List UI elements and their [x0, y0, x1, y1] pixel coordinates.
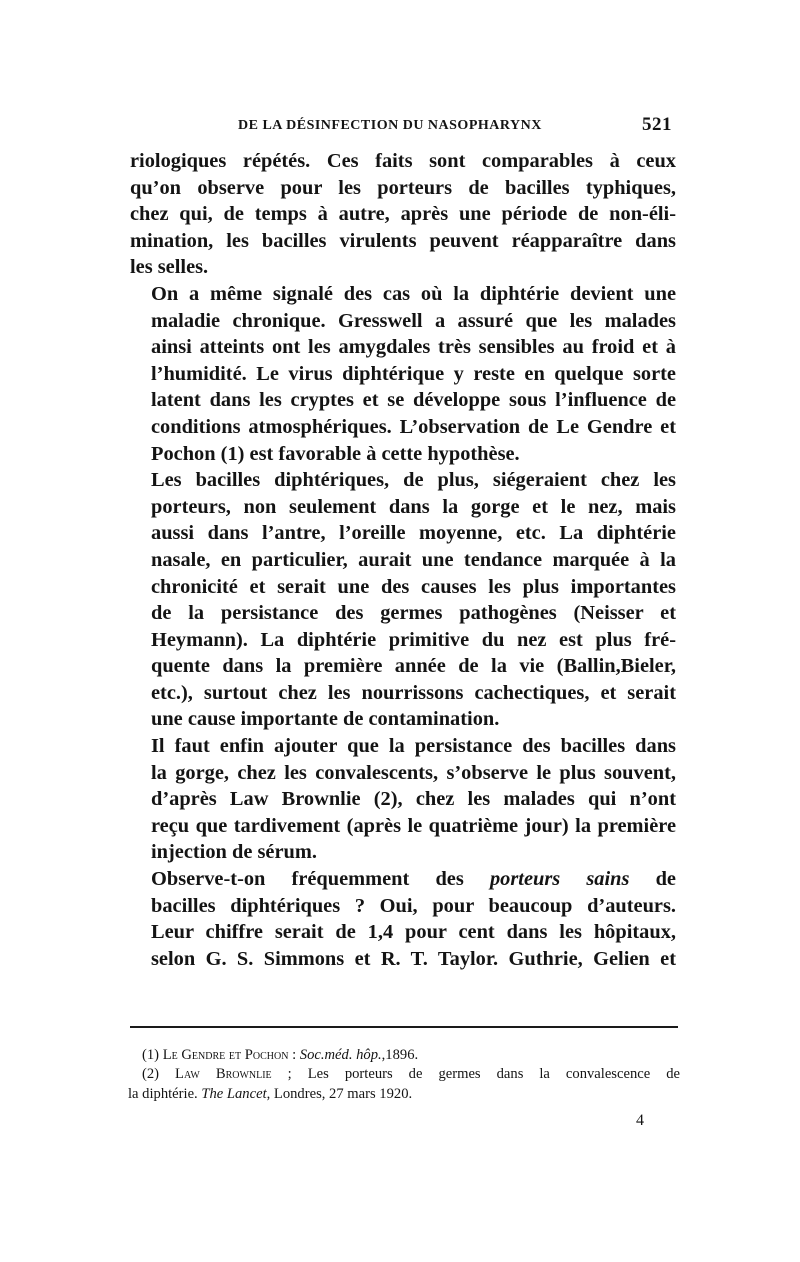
text-line: chronicité et serait une des causes les plus importantes: [151, 575, 676, 598]
text-line: Pochon (1) est favorable à cette hypothèse.: [151, 442, 520, 465]
footnote-text: , Londres, 27 mars 1920.: [266, 1085, 413, 1102]
signature-mark: 4: [636, 1112, 644, 1129]
footnote-number: (1): [142, 1047, 160, 1063]
text-line: les selles.: [130, 256, 209, 279]
text-line: bacilles diphtériques ? Oui, pour beaucoup d’auteurs.: [151, 894, 676, 917]
text-line: Heymann). La diphtérie primitive du nez est plus fré-: [151, 628, 676, 651]
text-line: aussi dans l’antre, l’oreille moyenne, etc. La diphtérie: [151, 522, 676, 545]
footnote-text: ; Les porteurs de germes dans la convalescence de: [271, 1066, 680, 1083]
text-line: la gorge, chez les convalescents, s’observe le plus souvent,: [151, 761, 676, 784]
text-line: selon G. S. Simmons et R. T. Taylor. Guthrie, Gelien et: [151, 947, 676, 970]
footnote-2-continued: [128, 1085, 680, 1104]
text-line: une cause importante de contamination.: [151, 708, 500, 731]
paragraph-2: [130, 281, 676, 467]
footnote-2: [128, 1065, 680, 1084]
text-line: conditions atmosphériques. L’observation de Le Gendre et: [151, 415, 676, 438]
paragraph-1: [130, 148, 676, 281]
footnote-separator: [130, 1026, 678, 1028]
footnote-year: ,1896.: [381, 1047, 419, 1063]
text-segment: Observe-t-on fréquemment des: [151, 868, 490, 891]
footnote-authors: Le Gendre et Pochon: [162, 1047, 289, 1063]
emphasis-porteurs-sains: porteurs sains: [489, 868, 630, 891]
body-text: [130, 148, 676, 972]
footnote-separator-text: :: [288, 1047, 300, 1063]
footnotes: [128, 1046, 680, 1104]
text-line: Leur chiffre serait de 1,4 pour cent dans les hôpitaux,: [151, 921, 676, 944]
footnote-journal: Soc.méd. hôp.: [299, 1047, 382, 1063]
text-line: de la persistance des germes pathogènes (Neisser et: [151, 602, 676, 625]
text-segment: de: [629, 868, 676, 891]
paragraph-5: [130, 866, 676, 972]
text-line: On a même signalé des cas où la diphtérie devient une: [151, 282, 676, 305]
footnote-text: la diphtérie.: [128, 1085, 202, 1102]
text-line: latent dans les cryptes et se développe sous l’influence de: [151, 389, 676, 412]
footnote-journal: The Lancet: [201, 1085, 267, 1102]
text-line: porteurs, non seulement dans la gorge et le nez, mais: [151, 495, 676, 518]
text-line: riologiques répétés. Ces faits sont comparables à ceux: [130, 150, 676, 172]
running-head: [130, 116, 672, 138]
text-line: mination, les bacilles virulents peuvent réapparaître dans: [130, 229, 676, 252]
running-head-title: DE LA DÉSINFECTION DU NASOPHARYNX: [238, 118, 542, 133]
text-line: [130, 866, 676, 893]
paragraph-4: [130, 733, 676, 866]
text-line: Il faut enfin ajouter que la persistance des bacilles dans: [151, 735, 676, 758]
page-number: 521: [642, 114, 672, 135]
paragraph-3: [130, 467, 676, 733]
text-line: chez qui, de temps à autre, après une période de non-éli-: [130, 203, 676, 226]
text-line: injection de sérum.: [151, 841, 317, 864]
footnote-author: Law Brownlie: [175, 1066, 272, 1083]
text-line: quente dans la première année de la vie (Ballin,Bieler,: [151, 655, 676, 678]
text-line: maladie chronique. Gresswell a assuré que les malades: [151, 309, 676, 332]
text-line: ainsi atteints ont les amygdales très sensibles au froid et à: [151, 336, 676, 359]
text-line: d’après Law Brownlie (2), chez les malades qui n’ont: [151, 788, 676, 811]
text-line: reçu que tardivement (après le quatrième jour) la première: [151, 814, 676, 837]
text-line: qu’on observe pour les porteurs de bacilles typhiques,: [130, 176, 676, 199]
footnote-1: [128, 1046, 680, 1065]
text-line: etc.), surtout chez les nourrissons cachectiques, et serait: [151, 681, 676, 704]
footnote-number: (2): [142, 1066, 160, 1083]
text-line: nasale, en particulier, aurait une tendance marquée à la: [151, 548, 676, 571]
text-line: Les bacilles diphtériques, de plus, siégeraient chez les: [151, 469, 676, 492]
text-line: l’humidité. Le virus diphtérique y reste en quelque sorte: [151, 362, 676, 385]
